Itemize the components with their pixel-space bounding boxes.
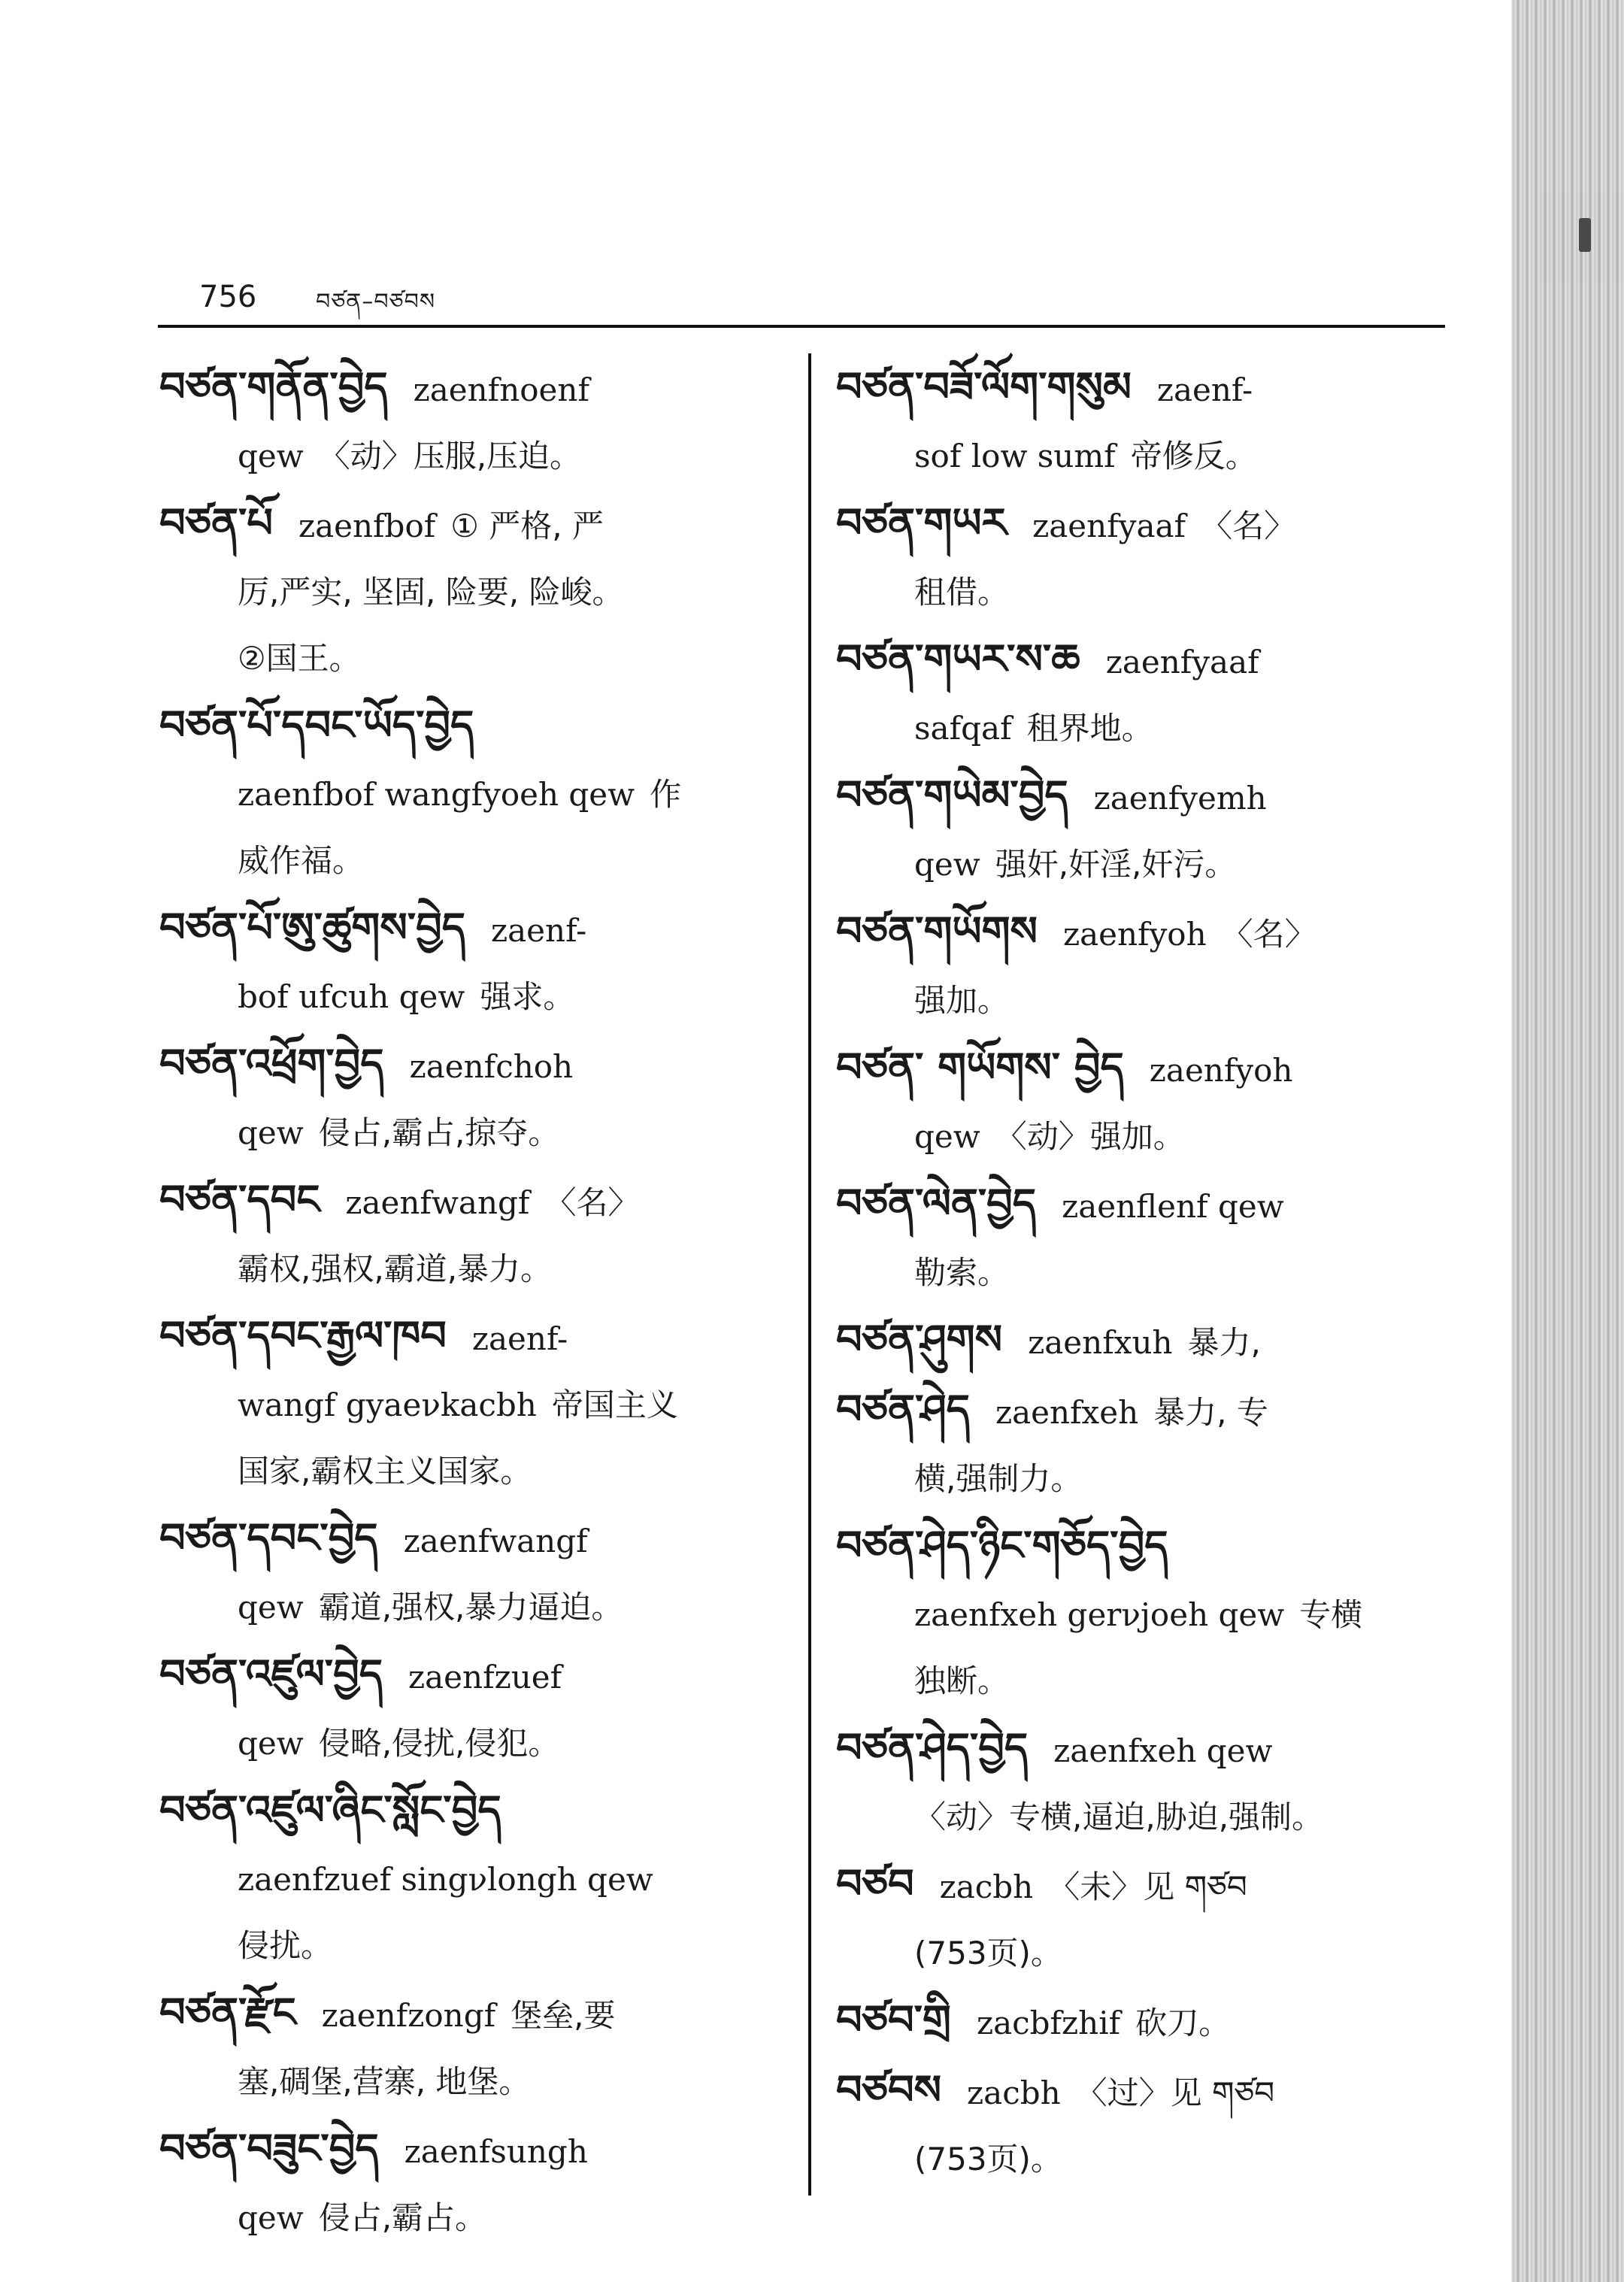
chinese-gloss: 作 bbox=[650, 776, 682, 813]
chinese-gloss: 租借。 bbox=[914, 574, 1010, 611]
dictionary-entry bbox=[836, 762, 1453, 898]
romanization: zaenfyoh bbox=[1149, 1052, 1293, 1089]
entry-first-line bbox=[159, 2115, 783, 2185]
romanization: qew bbox=[238, 438, 304, 474]
entry-continuation-line bbox=[159, 559, 783, 626]
headword-tibetan: བཙན་གནོན་བྱེད bbox=[159, 362, 388, 411]
dictionary-entry bbox=[836, 1714, 1453, 1850]
romanization: qew bbox=[238, 2199, 304, 2236]
entry-continuation-line bbox=[159, 964, 783, 1030]
romanization: zaenfxeh bbox=[995, 1394, 1139, 1431]
romanization: qew bbox=[914, 1118, 980, 1155]
entry-continuation-line bbox=[159, 1847, 783, 1913]
entry-continuation-line bbox=[836, 968, 1453, 1034]
headword-tibetan: བཙན་གཡར་ས་ཆ bbox=[836, 635, 1080, 683]
dictionary-entry bbox=[159, 1777, 783, 1979]
chinese-gloss: 侵占,霸占。 bbox=[318, 2199, 487, 2236]
headword-tibetan: བཙན་བཟུང་བྱེད bbox=[159, 2124, 379, 2172]
entry-first-line bbox=[159, 1166, 783, 1236]
entry-continuation-line bbox=[159, 2049, 783, 2115]
entry-continuation-line bbox=[159, 1372, 783, 1438]
romanization: sof low sumf bbox=[914, 438, 1116, 474]
dictionary-entry bbox=[836, 1987, 1453, 2056]
entry-first-line bbox=[159, 489, 783, 559]
chinese-gloss: 威作福。 bbox=[238, 842, 365, 879]
romanization: zaenfyaaf bbox=[1105, 644, 1259, 680]
entry-first-line bbox=[836, 353, 1453, 423]
chinese-gloss: 暴力, 专 bbox=[1153, 1394, 1268, 1431]
headword-tibetan: བཙན་འཛུལ་ཞིང་སློང་བྱེད bbox=[159, 1786, 501, 1834]
entry-first-line bbox=[159, 1030, 783, 1100]
entry-continuation-line bbox=[836, 696, 1453, 762]
romanization: zaenf- bbox=[1156, 371, 1253, 408]
chinese-gloss: ②国王。 bbox=[238, 640, 361, 677]
chinese-gloss: 砍刀。 bbox=[1135, 2005, 1231, 2041]
romanization: zaenfbof wangfyoeh qew bbox=[238, 776, 635, 813]
entry-continuation-line bbox=[159, 1913, 783, 1979]
romanization: zaenfsungh bbox=[404, 2133, 588, 2170]
chinese-gloss: 侵扰。 bbox=[238, 1927, 333, 1964]
chinese-gloss: (753页)。 bbox=[914, 1935, 1062, 1971]
entry-continuation-line bbox=[836, 1446, 1453, 1512]
romanization: zacbh bbox=[939, 1868, 1034, 1905]
headword-tibetan: བཙན་འཕྲོག་བྱེད bbox=[159, 1039, 384, 1087]
entry-first-line bbox=[836, 1714, 1453, 1784]
entry-continuation-line bbox=[836, 1240, 1453, 1306]
romanization: qew bbox=[238, 1114, 304, 1151]
headword-tibetan: བཙབ bbox=[836, 1859, 914, 1908]
chinese-gloss: 暴力, bbox=[1187, 1324, 1261, 1361]
romanization: zaenf- bbox=[471, 1320, 568, 1357]
dictionary-entry bbox=[836, 1170, 1453, 1306]
entry-continuation-line bbox=[159, 1574, 783, 1641]
entry-first-line bbox=[836, 898, 1453, 968]
dictionary-entry bbox=[159, 1166, 783, 1302]
chinese-gloss: 〈动〉强加。 bbox=[995, 1118, 1185, 1155]
romanization: zaenfxeh gerνjoeh qew bbox=[914, 1596, 1285, 1633]
dictionary-entry bbox=[836, 2056, 1453, 2193]
entry-first-line bbox=[836, 1512, 1453, 1582]
header-rule bbox=[158, 325, 1445, 328]
entry-first-line bbox=[159, 894, 783, 964]
headword-tibetan: བཙན་དབང་བྱེད bbox=[159, 1514, 378, 1562]
chinese-gloss: 横,强制力。 bbox=[914, 1460, 1083, 1497]
chinese-gloss: 霸道,强权,暴力逼迫。 bbox=[318, 1589, 623, 1626]
romanization: zaenfchoh bbox=[409, 1048, 574, 1085]
romanization: zaenfnoenf bbox=[413, 371, 589, 408]
romanization: zaenfyemh bbox=[1093, 780, 1267, 817]
chinese-gloss: 〈过〉见 གཙབ bbox=[1075, 2074, 1275, 2111]
chinese-gloss: 强奸,奸淫,奸污。 bbox=[995, 846, 1237, 883]
entry-continuation-line bbox=[159, 423, 783, 489]
chinese-gloss: 独断。 bbox=[914, 1662, 1010, 1699]
guide-words: བཙན–བཙབས bbox=[316, 289, 436, 315]
chinese-gloss: 帝修反。 bbox=[1130, 438, 1257, 474]
dictionary-entry bbox=[836, 1512, 1453, 1714]
entry-continuation-line bbox=[836, 559, 1453, 626]
headword-tibetan: བཙན་པོ bbox=[159, 499, 273, 547]
entry-first-line bbox=[836, 1306, 1453, 1376]
entry-first-line bbox=[836, 762, 1453, 832]
headword-tibetan: བཙན་གཡར bbox=[836, 499, 1007, 547]
entry-first-line bbox=[836, 1034, 1453, 1104]
romanization: zacbh bbox=[967, 2074, 1061, 2111]
chinese-gloss: 强加。 bbox=[914, 982, 1010, 1019]
dictionary-entry bbox=[159, 353, 783, 489]
romanization: zaenfzuef bbox=[408, 1659, 562, 1696]
headword-tibetan: བཙན་ཤེད་བྱེད bbox=[836, 1723, 1029, 1771]
entry-first-line bbox=[836, 626, 1453, 696]
headword-tibetan: བཙབ་གྲི bbox=[836, 1996, 951, 2044]
chinese-gloss: 厉,严实, 坚固, 险要, 险峻。 bbox=[238, 574, 624, 611]
entry-first-line bbox=[836, 1376, 1453, 1446]
romanization: zaenfyoh bbox=[1062, 916, 1207, 953]
romanization: zaenfwangf bbox=[403, 1523, 588, 1559]
headword-tibetan: བཙན་པོ་དབང་ཡོད་བྱེད bbox=[159, 701, 474, 749]
headword-tibetan: བཙན་གཡེམ་བྱེད bbox=[836, 771, 1068, 819]
entry-continuation-line bbox=[159, 1438, 783, 1505]
romanization: zaenfzongf bbox=[321, 1997, 496, 2034]
entry-first-line bbox=[159, 1777, 783, 1847]
chinese-gloss: 租界地。 bbox=[1026, 710, 1153, 747]
entry-continuation-line bbox=[836, 1104, 1453, 1170]
romanization: qew bbox=[238, 1589, 304, 1626]
entry-continuation-line bbox=[836, 1648, 1453, 1714]
entry-first-line bbox=[159, 1302, 783, 1372]
dictionary-entry bbox=[159, 894, 783, 1030]
headword-tibetan: བཙན་ཤེད bbox=[836, 1385, 970, 1433]
entry-first-line bbox=[159, 1641, 783, 1711]
entry-continuation-line bbox=[836, 832, 1453, 898]
entry-first-line bbox=[836, 489, 1453, 559]
romanization: zaenfxuh bbox=[1028, 1324, 1173, 1361]
headword-tibetan: བཙན་འཛུལ་བྱེད bbox=[159, 1650, 383, 1698]
entry-first-line bbox=[836, 1850, 1453, 1920]
column-divider bbox=[808, 353, 811, 2196]
romanization: zaenflenf qew bbox=[1062, 1188, 1284, 1225]
dictionary-entry bbox=[836, 898, 1453, 1034]
romanization: qew bbox=[914, 846, 980, 883]
dictionary-entry bbox=[836, 1306, 1453, 1376]
romanization: zaenfbof bbox=[298, 508, 436, 544]
chinese-gloss: 霸权,强权,霸道,暴力。 bbox=[238, 1250, 553, 1287]
entry-continuation-line bbox=[159, 1236, 783, 1302]
dictionary-entry bbox=[836, 1850, 1453, 1987]
entry-continuation-line bbox=[159, 626, 783, 692]
dictionary-entry bbox=[159, 1641, 783, 1777]
headword-tibetan: བཙན་དབང་རྒྱལ་ཁབ bbox=[159, 1311, 447, 1359]
chinese-gloss: 〈名〉 bbox=[1201, 508, 1296, 544]
chinese-gloss: 侵略,侵扰,侵犯。 bbox=[318, 1725, 560, 1762]
romanization: zaenfzuef singνlongh qew bbox=[238, 1861, 653, 1898]
romanization: zaenfwangf bbox=[345, 1184, 530, 1221]
dictionary-entry bbox=[836, 353, 1453, 489]
chinese-gloss: 〈名〉 bbox=[544, 1184, 640, 1221]
chinese-gloss: 帝国主义 bbox=[551, 1386, 678, 1423]
entry-first-line bbox=[159, 692, 783, 762]
headword-tibetan: བཙན་བཟོ་ལོག་གསུམ bbox=[836, 362, 1132, 411]
chinese-gloss: 塞,碉堡,营寨, 地堡。 bbox=[238, 2063, 531, 2100]
chinese-gloss: 〈未〉见 གཙབ bbox=[1048, 1868, 1247, 1905]
dictionary-entry bbox=[836, 489, 1453, 626]
dictionary-entry bbox=[159, 1030, 783, 1166]
entry-first-line bbox=[159, 1979, 783, 2049]
dictionary-entry bbox=[836, 626, 1453, 762]
romanization: bof ufcuh qew bbox=[238, 978, 465, 1015]
chinese-gloss: 强求。 bbox=[480, 978, 575, 1015]
dictionary-entry bbox=[836, 1034, 1453, 1170]
entry-continuation-line bbox=[836, 1582, 1453, 1648]
dictionary-entry bbox=[159, 489, 783, 692]
entry-continuation-line bbox=[159, 2185, 783, 2251]
chinese-gloss: 侵占,霸占,掠夺。 bbox=[318, 1114, 560, 1151]
chinese-gloss: 堡垒,要 bbox=[511, 1997, 616, 2034]
entry-continuation-line bbox=[836, 423, 1453, 489]
headword-tibetan: བཙན་ལེན་བྱེད bbox=[836, 1179, 1037, 1227]
dictionary-entry bbox=[159, 2115, 783, 2251]
romanization: zacbfzhif bbox=[976, 2005, 1121, 2041]
romanization: safqaf bbox=[914, 710, 1012, 747]
entry-continuation-line bbox=[836, 1920, 1453, 1987]
entry-first-line bbox=[159, 1505, 783, 1574]
dictionary-entry bbox=[159, 1505, 783, 1641]
chinese-gloss: 〈名〉 bbox=[1221, 916, 1316, 953]
entry-continuation-line bbox=[159, 828, 783, 894]
entry-continuation-line bbox=[159, 1100, 783, 1166]
entry-continuation-line bbox=[836, 2126, 1453, 2193]
dictionary-entry bbox=[159, 1979, 783, 2115]
romanization: zaenf- bbox=[491, 912, 587, 949]
headword-tibetan: བཙན་ཤེད་ཉིང་གཅོད་བྱེད bbox=[836, 1521, 1168, 1569]
headword-tibetan: བཙན་གཡོགས bbox=[836, 907, 1038, 955]
entry-continuation-line bbox=[836, 1784, 1453, 1850]
headword-tibetan: བཙན་ གཡོགས་ བྱེད bbox=[836, 1043, 1124, 1091]
right-column bbox=[836, 353, 1453, 2193]
chinese-gloss: 专横 bbox=[1299, 1596, 1363, 1633]
left-column bbox=[159, 353, 783, 2251]
dictionary-entry bbox=[836, 1376, 1453, 1512]
chinese-gloss: 勒索。 bbox=[914, 1254, 1010, 1291]
headword-tibetan: བཙན་ཤུགས bbox=[836, 1315, 1003, 1363]
headword-tibetan: བཙན་རྫོང bbox=[159, 1988, 296, 2036]
chinese-gloss: (753页)。 bbox=[914, 2141, 1062, 2177]
headword-tibetan: བཙན་པོ་ཨུ་ཚུགས་བྱེད bbox=[159, 903, 465, 951]
romanization: wangf gyaeνkacbh bbox=[238, 1386, 537, 1423]
chinese-gloss: 〈动〉专横,逼迫,胁迫,强制。 bbox=[914, 1799, 1324, 1835]
entry-continuation-line bbox=[159, 762, 783, 828]
chinese-gloss: ① 严格, 严 bbox=[450, 508, 604, 544]
headword-tibetan: བཙན་དབང bbox=[159, 1175, 320, 1223]
dictionary-entry bbox=[159, 692, 783, 894]
entry-first-line bbox=[836, 2056, 1453, 2126]
romanization: zaenfxeh qew bbox=[1053, 1732, 1273, 1769]
chinese-gloss: 〈动〉压服,压迫。 bbox=[318, 438, 582, 474]
entry-continuation-line bbox=[159, 1711, 783, 1777]
entry-first-line bbox=[836, 1170, 1453, 1240]
chinese-gloss: 国家,霸权主义国家。 bbox=[238, 1453, 532, 1490]
entry-first-line bbox=[836, 1987, 1453, 2056]
romanization: qew bbox=[238, 1725, 304, 1762]
entry-first-line bbox=[159, 353, 783, 423]
dictionary-entry bbox=[159, 1302, 783, 1505]
page-number: 756 bbox=[199, 280, 257, 314]
headword-tibetan: བཙབས bbox=[836, 2065, 942, 2114]
romanization: zaenfyaaf bbox=[1032, 508, 1186, 544]
scan-binding-edge bbox=[1511, 0, 1624, 2282]
